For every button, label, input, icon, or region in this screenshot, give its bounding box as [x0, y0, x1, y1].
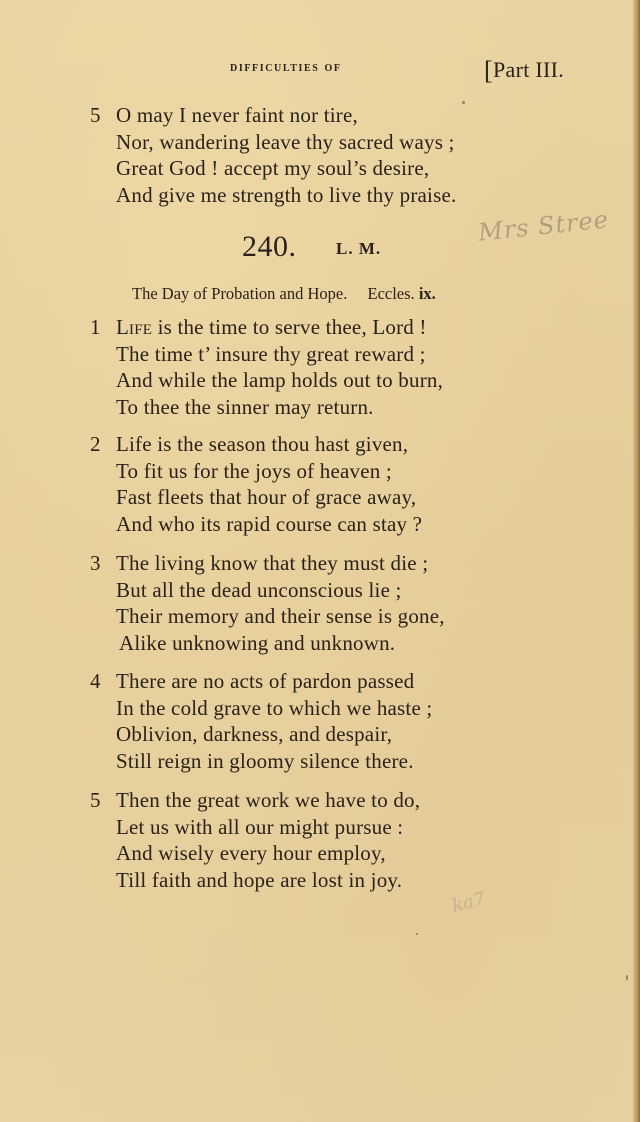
hymn-stanza-3	[90, 550, 445, 656]
stanza-number: 4	[90, 669, 101, 693]
running-head	[0, 54, 640, 84]
previous-hymn-stanza	[90, 102, 456, 208]
running-head-title: difficulties of	[230, 60, 342, 75]
stanza-line: To fit us for the joys of heaven ;	[116, 458, 392, 483]
stanza-line: There are no acts of pardon passed	[116, 669, 415, 693]
page-edge	[633, 0, 640, 1122]
hymn-stanza-1	[90, 314, 443, 420]
stanza-line: And while the lamp holds out to burn,	[116, 368, 444, 392]
hymn-meter: L. M.	[336, 239, 382, 258]
stanza-line: And give me strength to live thy praise.	[116, 182, 457, 207]
faint-pencil-mark: ka7	[449, 888, 488, 917]
stanza-line: Till faith and hope are lost in joy.	[116, 867, 403, 892]
running-head-part	[484, 54, 564, 84]
stanza-line: Then the great work we have to do,	[116, 788, 421, 812]
hymn-stanza-4	[90, 668, 432, 774]
stanza-line: And wisely every hour employ,	[116, 841, 386, 865]
stanza-line: The time t’ insure thy great reward ;	[116, 341, 426, 366]
stanza-line: Life is the season thou hast given,	[116, 432, 409, 456]
stanza-line: Great God ! accept my soul’s desire,	[116, 156, 430, 180]
first-word-smallcaps: Life	[116, 315, 153, 339]
stanza-line: The living know that they must die ;	[116, 551, 429, 575]
stanza-line: In the cold grave to which we haste ;	[116, 695, 433, 720]
stanza-line: O may I never faint nor tire,	[116, 103, 358, 127]
paper-speck	[462, 101, 465, 104]
stanza-line: Let us with all our might pursue :	[116, 814, 404, 839]
hymn-stanza-2	[90, 431, 422, 537]
stanza-line: Still reign in gloomy silence there.	[116, 748, 414, 773]
stanza-number: 5	[90, 788, 101, 812]
handwritten-margin-note: Mrs Stree	[476, 205, 611, 247]
hymn-subtitle	[132, 284, 436, 304]
hymn-number: 240.	[242, 230, 297, 263]
stanza-line: Their memory and their sense is gone,	[116, 604, 445, 628]
hymn-stanza-5	[90, 787, 420, 893]
stanza-number: 2	[90, 432, 101, 456]
stanza-line: Fast fleets that hour of grace away,	[116, 485, 417, 509]
paper-speck	[416, 933, 418, 935]
running-head-bracket: [	[484, 56, 493, 85]
stanza-line: Nor, wandering leave thy sacred ways ;	[116, 129, 455, 154]
stanza-line	[90, 314, 443, 341]
running-head-part-label: Part III.	[492, 57, 565, 82]
stanza-line: Oblivion, darkness, and despair,	[116, 722, 393, 746]
scripture-reference-chapter: ix.	[418, 284, 436, 303]
stanza-number: 3	[90, 551, 101, 575]
hymn-header	[0, 230, 640, 270]
hymn-title: The Day of Probation and Hope.	[132, 284, 348, 303]
first-line-rest: is the time to serve thee, Lord !	[152, 315, 427, 339]
scripture-reference-book: Eccles.	[367, 284, 415, 303]
stanza-line: And who its rapid course can stay ?	[116, 511, 423, 536]
stanza-line: Alike unknowing and unknown.	[119, 630, 396, 655]
paper-speck	[626, 975, 628, 980]
stanza-line: To thee the sinner may return.	[116, 394, 374, 419]
stanza-line: But all the dead unconscious lie ;	[116, 577, 402, 602]
stanza-number: 1	[90, 315, 101, 339]
stanza-number: 5	[90, 103, 101, 127]
